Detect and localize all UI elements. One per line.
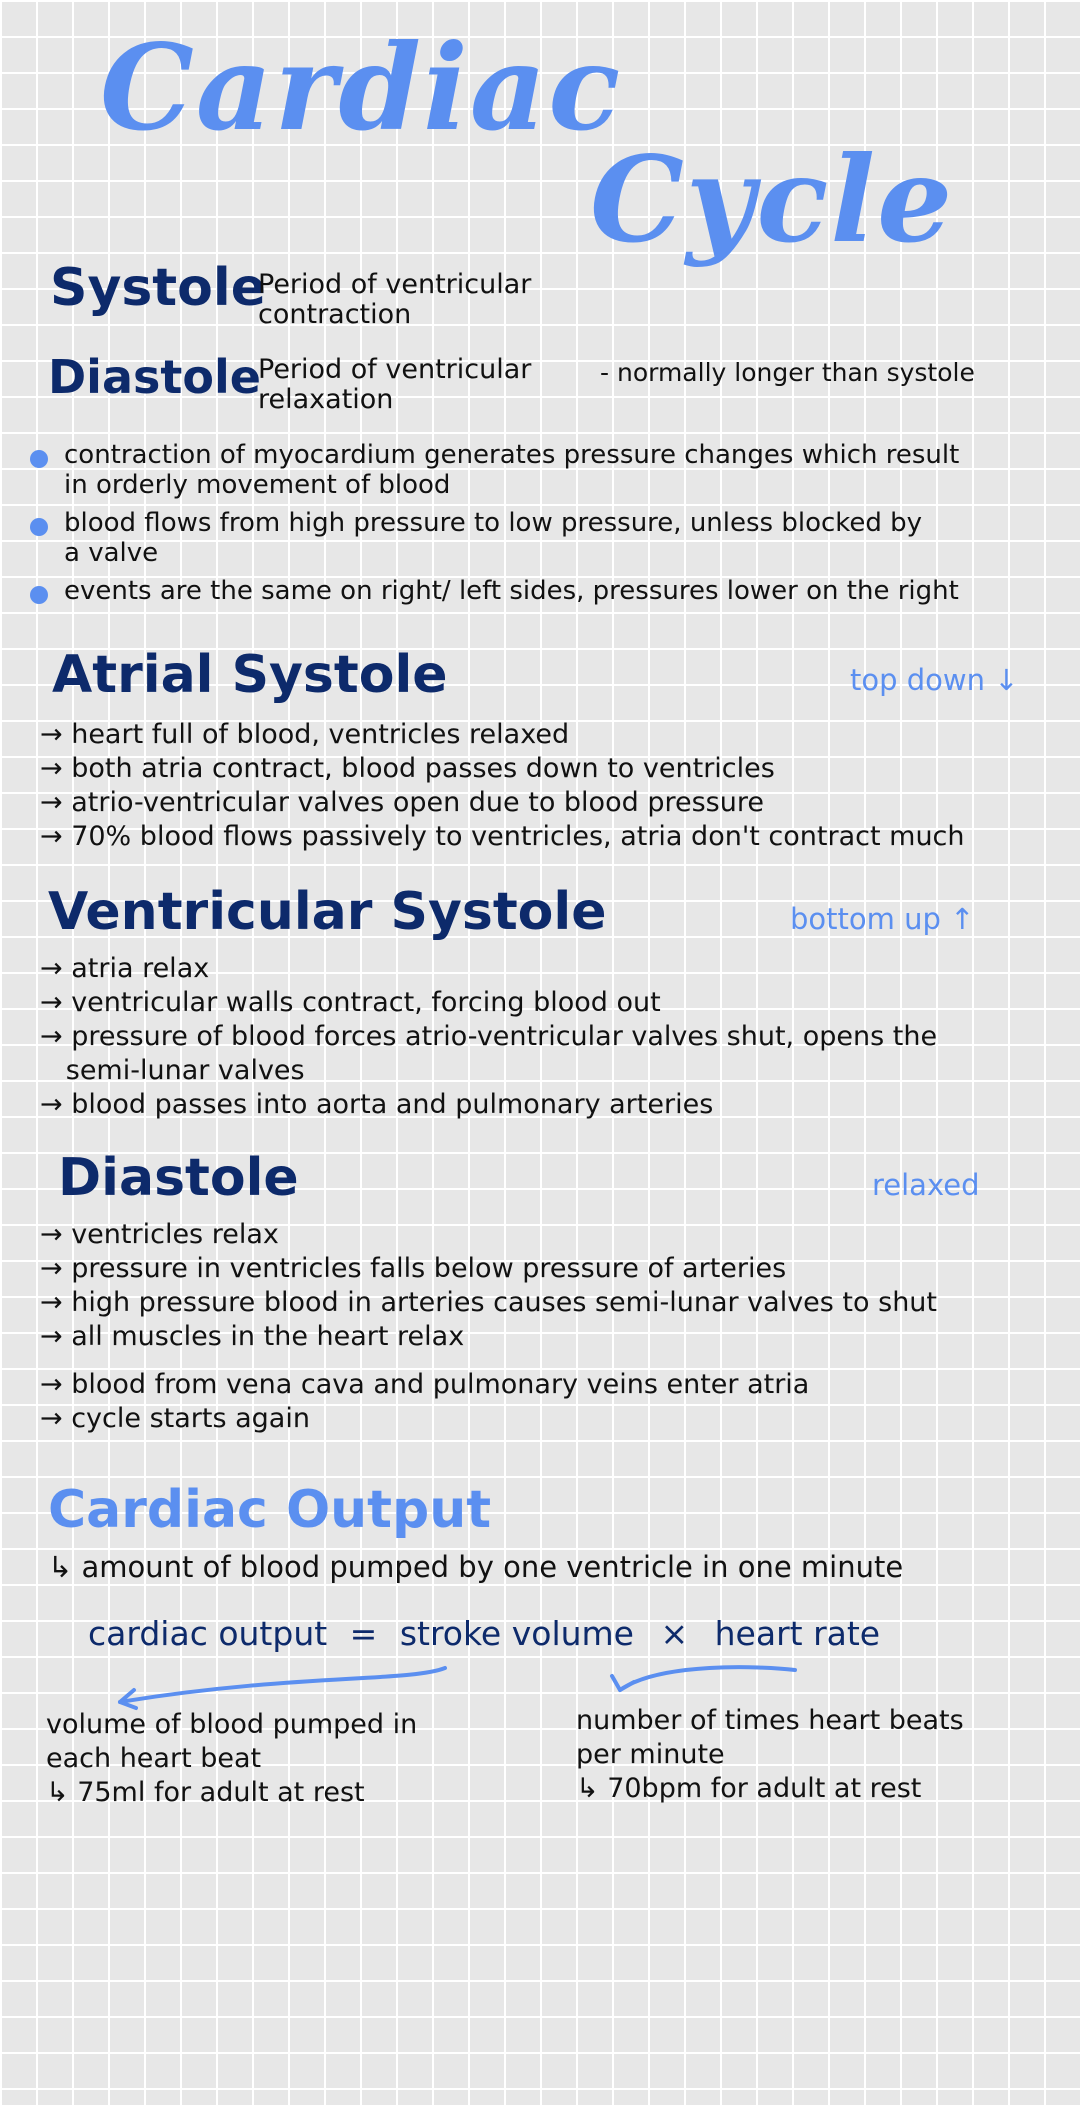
ventricular-systole-hint: bottom up ↑ — [790, 902, 975, 936]
systole-definition — [258, 270, 531, 330]
ventricular-systole-heading: Ventricular Systole — [48, 882, 607, 942]
list-item: → atria relax — [40, 953, 210, 984]
systole-def-line2: contraction — [258, 299, 412, 330]
bullet-line: blood flows from high pressure to low pressure, unless blocked by — [64, 508, 923, 538]
list-item: → cycle starts again — [40, 1403, 310, 1434]
diastole-definition — [258, 355, 531, 415]
equation-equals: = — [349, 1614, 378, 1653]
diastole-def-line2: relaxation — [258, 384, 394, 415]
list-item: → ventricles relax — [40, 1219, 279, 1250]
diastole-hint: relaxed — [872, 1168, 980, 1202]
list-item: → blood from vena cava and pulmonary veins enter atria — [40, 1369, 810, 1400]
stroke-volume-note — [46, 1708, 417, 1810]
diastole-list — [40, 1218, 937, 1436]
title-cycle: Cycle — [590, 130, 955, 269]
systole-def-line1: Period of ventricular — [258, 269, 532, 300]
stroke-volume-line: each heart beat — [46, 1743, 262, 1774]
title-cardiac: Cardiac — [100, 18, 623, 157]
diastole-term: Diastole — [48, 350, 261, 404]
arrowhead-icon — [612, 1676, 634, 1690]
equation-heart-rate: heart rate — [714, 1614, 881, 1653]
list-item: → both atria contract, blood passes down to ventricles — [40, 753, 775, 784]
bullet-dot-icon — [30, 518, 48, 536]
heart-rate-note — [576, 1704, 964, 1806]
stroke-volume-line: volume of blood pumped in — [46, 1709, 418, 1740]
systole-term: Systole — [50, 258, 266, 318]
bullet-line: events are the same on right/ left sides, pressures lower on the right — [64, 576, 959, 606]
atrial-systole-hint: top down ↓ — [850, 663, 1019, 697]
curved-arrow-icon — [120, 1668, 445, 1702]
heart-rate-line: per minute — [576, 1739, 725, 1770]
bullet-line: contraction of myocardium generates pressure changes which result — [64, 440, 960, 470]
diastole-note: - normally longer than systole — [600, 358, 975, 387]
atrial-systole-list — [40, 718, 965, 854]
list-item: semi-lunar valves — [40, 1055, 305, 1086]
list-item: → pressure in ventricles falls below pressure of arteries — [40, 1253, 787, 1284]
list-item: → ventricular walls contract, forcing blood out — [40, 987, 661, 1018]
diastole-heading: Diastole — [58, 1148, 299, 1208]
diastole-def-line1: Period of ventricular — [258, 354, 532, 385]
list-item: → high pressure blood in arteries causes semi-lunar valves to shut — [40, 1287, 937, 1318]
bullet-dot-icon — [30, 450, 48, 468]
list-item: → blood passes into aorta and pulmonary arteries — [40, 1089, 714, 1120]
bullet-item — [30, 576, 1060, 606]
bullet-line: a valve — [64, 538, 159, 568]
heart-rate-line: ↳ 70bpm for adult at rest — [576, 1773, 922, 1804]
bullet-dot-icon — [30, 586, 48, 604]
equation-times: × — [660, 1614, 689, 1653]
bullet-item — [30, 440, 1060, 500]
list-item: → atrio-ventricular valves open due to blood pressure — [40, 787, 764, 818]
atrial-systole-heading: Atrial Systole — [52, 645, 448, 705]
bullet-line: in orderly movement of blood — [64, 470, 451, 500]
curved-arrow-icon — [620, 1667, 795, 1690]
ventricular-systole-list — [40, 952, 937, 1122]
stroke-volume-line: ↳ 75ml for adult at rest — [46, 1777, 365, 1808]
list-item: → heart full of blood, ventricles relaxed — [40, 719, 570, 750]
cardiac-output-definition: ↳ amount of blood pumped by one ventricle in one minute — [48, 1550, 904, 1584]
cardiac-output-heading: Cardiac Output — [48, 1480, 492, 1540]
cardiac-output-equation — [88, 1614, 880, 1653]
bullet-list — [30, 440, 1060, 606]
bullet-item — [30, 508, 1060, 568]
list-item: → all muscles in the heart relax — [40, 1321, 465, 1352]
equation-stroke-volume: stroke volume — [399, 1614, 634, 1653]
list-item: → 70% blood flows passively to ventricles, atria don't contract much — [40, 821, 965, 852]
heart-rate-line: number of times heart beats — [576, 1705, 964, 1736]
equation-cardiac-output: cardiac output — [88, 1614, 328, 1653]
list-item: → pressure of blood forces atrio-ventricular valves shut, opens the — [40, 1021, 938, 1052]
